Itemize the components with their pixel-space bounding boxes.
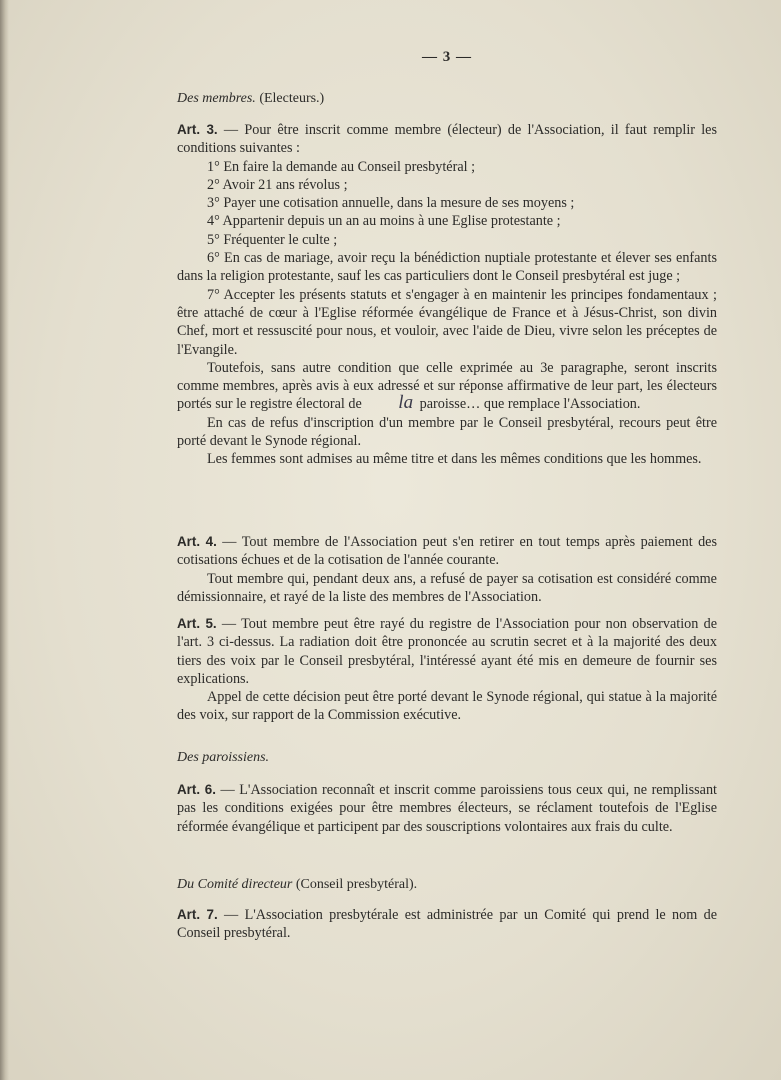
- art3-label: Art. 3.: [177, 122, 218, 137]
- art5-p2: Appel de cette décision peut être porté devant le Synode régional, qui statue à la majorité des voix, sur rapport de la Commission exécutive.: [177, 689, 717, 724]
- art3-item-2: 2° Avoir 21 ans révolus ;: [207, 176, 348, 193]
- heading-comite-paren: (Conseil presbytéral).: [295, 877, 418, 892]
- art5-p1: Art. 5. — Tout membre peut être rayé du registre de l'Association pour non observation de l'art. 3 ci-dessus. La radiation doit être prononcée au scrutin secret et à la majorité des deux tiers des voix par le Conseil presbytéral, l'intéressé ayant été mis en demeure de fournir ses explications.: [177, 616, 717, 687]
- art3-femmes: Les femmes sont admises au même titre et dans les mêmes conditions que les hommes.: [207, 451, 702, 468]
- art6-p1: Art. 6. — L'Association reconnaît et inscrit comme paroissiens tous ceux qui, ne remplissant pas les conditions exigées pour être membres électeurs, se réclament toutefois de l'Eglise réformée évangélique et participent par des souscriptions volontaires aux frais du culte.: [177, 782, 717, 835]
- art6-label: Art. 6.: [177, 782, 216, 797]
- article-6: [177, 781, 717, 836]
- handwritten-la: la: [398, 392, 414, 414]
- page-edge-shadow: [0, 0, 9, 1080]
- article-4: [177, 533, 717, 606]
- art3-item-3: 3° Payer une cotisation annuelle, dans la mesure de ses moyens ;: [207, 195, 575, 212]
- art7-p1: Art. 7. — L'Association presbytérale est administrée par un Comité qui prend le nom de Conseil presbytéral.: [177, 907, 717, 942]
- document-page: [177, 0, 717, 1080]
- art3-intro: Art. 3. — Pour être inscrit comme membre (électeur) de l'Association, il faut remplir les conditions suivantes :: [177, 122, 717, 157]
- heading-comite-italic: Du Comité directeur: [177, 877, 293, 892]
- art4-p1: Art. 4. — Tout membre de l'Association peut s'en retirer en tout temps après paiement des cotisations échues et de la cotisation de l'année courante.: [177, 534, 717, 569]
- article-7: [177, 906, 717, 943]
- article-5: [177, 615, 717, 725]
- section-heading-paroissiens: Des paroissiens.: [177, 750, 270, 765]
- heading-membres-paren: (Electeurs.): [259, 91, 325, 106]
- section-heading-membres: [177, 90, 324, 108]
- art3-refus: En cas de refus d'inscription d'un membre par le Conseil presbytéral, recours peut être porté devant le Synode régional.: [177, 414, 717, 450]
- art3-toutefois: Toutefois, sans autre condition que celle exprimée au 3e paragraphe, seront inscrits comme membres, après avis à eux adressé et sur réponse affirmative de leur part, les électeurs portés sur le registre électoral de la paroisse… que remplace l'Association.: [177, 359, 717, 414]
- art5-label: Art. 5.: [177, 616, 217, 631]
- article-3: [177, 121, 717, 469]
- art3-item-6: 6° En cas de mariage, avoir reçu la bénédiction nuptiale protestante et élever ses enfants dans la religion protestante, sauf les cas particuliers dont le Conseil presbytéral est juge ;: [177, 250, 717, 285]
- heading-membres-italic: Des membres.: [177, 91, 256, 106]
- section-heading-comite: [177, 876, 417, 894]
- art7-label: Art. 7.: [177, 907, 218, 922]
- art3-item-5: 5° Fréquenter le culte ;: [207, 231, 338, 248]
- art4-p2: Tout membre qui, pendant deux ans, a refusé de payer sa cotisation est considéré comme démissionnaire, et rayé de la liste des membres de l'Association.: [177, 570, 717, 605]
- page-number: — 3 —: [422, 49, 472, 65]
- art3-item-7: 7° Accepter les présents statuts et s'engager à en maintenir les principes fondamentaux ; être attaché de cœur à l'Eglise réformée évangélique de France et à Jésus-Christ, son divin Chef, mort et ressuscité pour nous, et vouloir, avec l'aide de Dieu, vivre selon les préceptes de l'Evangile.: [177, 286, 717, 358]
- art3-item-4: 4° Appartenir depuis un an au moins à une Eglise protestante ;: [207, 213, 561, 230]
- art3-item-1: 1° En faire la demande au Conseil presbytéral ;: [207, 158, 476, 175]
- art4-label: Art. 4.: [177, 534, 217, 549]
